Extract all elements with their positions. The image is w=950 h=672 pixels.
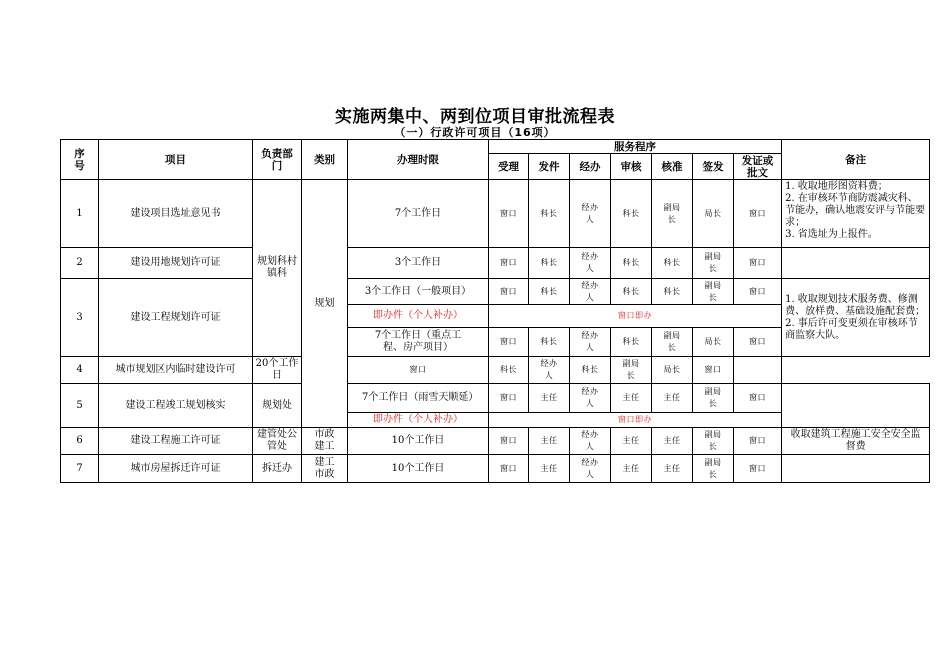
step-cell: 主任 (611, 455, 652, 483)
approval-flow-table (60, 139, 930, 483)
step-cell: 窗口 (348, 357, 489, 384)
step-cell: 主任 (611, 428, 652, 455)
step-cell: 主任 (529, 384, 570, 413)
row-time-instant: 即办件（个人补办） (348, 305, 489, 328)
header-step: 发件 (529, 154, 570, 180)
remark-line: 2. 事后许可变更须在审核环节商监察大队。 (785, 317, 918, 341)
step-cell: 窗口 (693, 357, 734, 384)
step-cell: 副局长 (652, 328, 693, 357)
row-time: 10个工作日 (348, 428, 489, 455)
row-dept: 规划科村镇科 (253, 180, 302, 357)
step-cell: 副局长 (693, 279, 734, 305)
header-category: 类别 (302, 140, 348, 180)
step-cell: 主任 (529, 428, 570, 455)
row-item: 建设工程竣工规划核实 (99, 384, 253, 428)
row-remarks (782, 180, 930, 248)
step-cell: 科长 (489, 357, 529, 384)
header-row-1 (61, 140, 930, 154)
step-cell: 局长 (652, 357, 693, 384)
step-cell: 科长 (570, 357, 611, 384)
table-row (61, 384, 930, 413)
step-cell: 主任 (611, 384, 652, 413)
row-time: 7个工作日 (348, 180, 489, 248)
step-cell: 副局长 (693, 384, 734, 413)
row-item: 城市规划区内临时建设许可 (99, 357, 253, 384)
header-step: 审核 (611, 154, 652, 180)
step-cell: 主任 (652, 428, 693, 455)
header-time-limit: 办理时限 (348, 140, 489, 180)
step-cell: 经办人 (529, 357, 570, 384)
row-dept: 建管处公管处 (253, 428, 302, 455)
step-cell: 窗口 (734, 248, 782, 279)
table-row (61, 279, 930, 305)
step-cell: 经办人 (570, 384, 611, 413)
row-remarks (782, 279, 930, 357)
row-time-instant: 即办件（个人补办） (348, 413, 489, 428)
header-step: 受理 (489, 154, 529, 180)
header-step: 核准 (652, 154, 693, 180)
step-cell: 窗口 (489, 248, 529, 279)
step-cell: 副局长 (693, 248, 734, 279)
header-remarks: 备注 (782, 140, 930, 180)
step-cell: 窗口 (734, 180, 782, 248)
step-cell: 科长 (611, 328, 652, 357)
row-remarks-empty (734, 357, 782, 384)
header-dept: 负责部门 (253, 140, 302, 180)
table-row (61, 428, 930, 455)
row-dept: 拆迁办 (253, 455, 302, 483)
header-item: 项目 (99, 140, 253, 180)
row-item: 建设工程施工许可证 (99, 428, 253, 455)
header-seq: 序号 (61, 140, 99, 180)
document-title: 实施两集中、两到位项目审批流程表 (335, 107, 615, 127)
step-cell: 科长 (611, 180, 652, 248)
row-seq: 5 (61, 384, 99, 428)
row-remarks-empty (782, 384, 930, 428)
row-category: 规划 (302, 180, 348, 428)
step-cell: 经办人 (570, 328, 611, 357)
step-cell: 科长 (529, 248, 570, 279)
row-seq: 6 (61, 428, 99, 455)
step-cell: 窗口 (489, 279, 529, 305)
step-cell: 科长 (529, 180, 570, 248)
row-seq: 1 (61, 180, 99, 248)
row-dept: 规划处 (253, 384, 302, 428)
row-category: 建工市政 (302, 455, 348, 483)
step-cell: 窗口 (489, 180, 529, 248)
remark-line: 2. 在审核环节商防震减灾科、节能办，确认地震安评与节能要求； (785, 193, 926, 228)
table-row (61, 180, 930, 248)
step-cell: 副局长 (693, 428, 734, 455)
table-row (61, 455, 930, 483)
step-cell: 窗口 (734, 455, 782, 483)
row-category: 市政建工 (302, 428, 348, 455)
step-cell: 主任 (652, 455, 693, 483)
step-cell: 窗口 (734, 279, 782, 305)
step-cell: 副局长 (693, 455, 734, 483)
document-subtitle: （一）行政许可项目（16项） (394, 126, 556, 139)
row-item: 建设项目选址意见书 (99, 180, 253, 248)
step-cell: 窗口 (489, 328, 529, 357)
step-cell: 窗口 (489, 428, 529, 455)
step-cell: 经办人 (570, 180, 611, 248)
table-row (61, 357, 930, 384)
header-step: 发证或批文 (734, 154, 782, 180)
step-cell: 经办人 (570, 279, 611, 305)
step-cell: 科长 (611, 248, 652, 279)
step-cell: 局长 (693, 180, 734, 248)
row-time: 7个工作日（重点工程、房产项目） (348, 328, 489, 357)
step-cell: 窗口 (734, 428, 782, 455)
header-step: 签发 (693, 154, 734, 180)
step-cell: 经办人 (570, 248, 611, 279)
header-service: 服务程序 (489, 140, 782, 154)
remark-line: 1. 收取规划技术服务费、修测费、放样费、基础设施配套费； (785, 293, 926, 317)
row-time: 10个工作日 (348, 455, 489, 483)
step-cell: 经办人 (570, 455, 611, 483)
row-seq: 2 (61, 248, 99, 279)
instant-window: 窗口即办 (489, 305, 782, 328)
step-cell: 窗口 (489, 384, 529, 413)
row-time: 7个工作日（雨雪天顺延） (348, 384, 489, 413)
row-time: 3个工作日 (348, 248, 489, 279)
row-time: 3个工作日（一般项目） (348, 279, 489, 305)
step-cell: 科长 (529, 279, 570, 305)
row-seq: 7 (61, 455, 99, 483)
row-remarks: 收取建筑工程施工安全安全监督费 (782, 428, 930, 455)
table-row (61, 248, 930, 279)
row-item: 建设用地规划许可证 (99, 248, 253, 279)
step-cell: 科长 (529, 328, 570, 357)
step-cell: 科长 (652, 248, 693, 279)
remark-line: 3. 省选址为上报件。 (785, 229, 878, 240)
row-item: 城市房屋拆迁许可证 (99, 455, 253, 483)
remark-line: 1. 收取地形图资料费； (785, 181, 888, 192)
step-cell: 科长 (611, 279, 652, 305)
row-seq: 4 (61, 357, 99, 384)
instant-window: 窗口即办 (489, 413, 782, 428)
step-cell: 窗口 (734, 384, 782, 413)
row-remarks-empty (782, 455, 930, 483)
step-cell: 主任 (529, 455, 570, 483)
step-cell: 主任 (652, 384, 693, 413)
step-cell: 局长 (693, 328, 734, 357)
step-cell: 窗口 (489, 455, 529, 483)
row-item: 建设工程规划许可证 (99, 279, 253, 357)
step-cell: 副局长 (611, 357, 652, 384)
step-cell: 窗口 (734, 328, 782, 357)
row-seq: 3 (61, 279, 99, 357)
step-cell: 经办人 (570, 428, 611, 455)
step-cell: 副局长 (652, 180, 693, 248)
row-remarks-empty (782, 248, 930, 279)
header-step: 经办 (570, 154, 611, 180)
row-time: 20个工作日 (253, 357, 302, 384)
step-cell: 科长 (652, 279, 693, 305)
